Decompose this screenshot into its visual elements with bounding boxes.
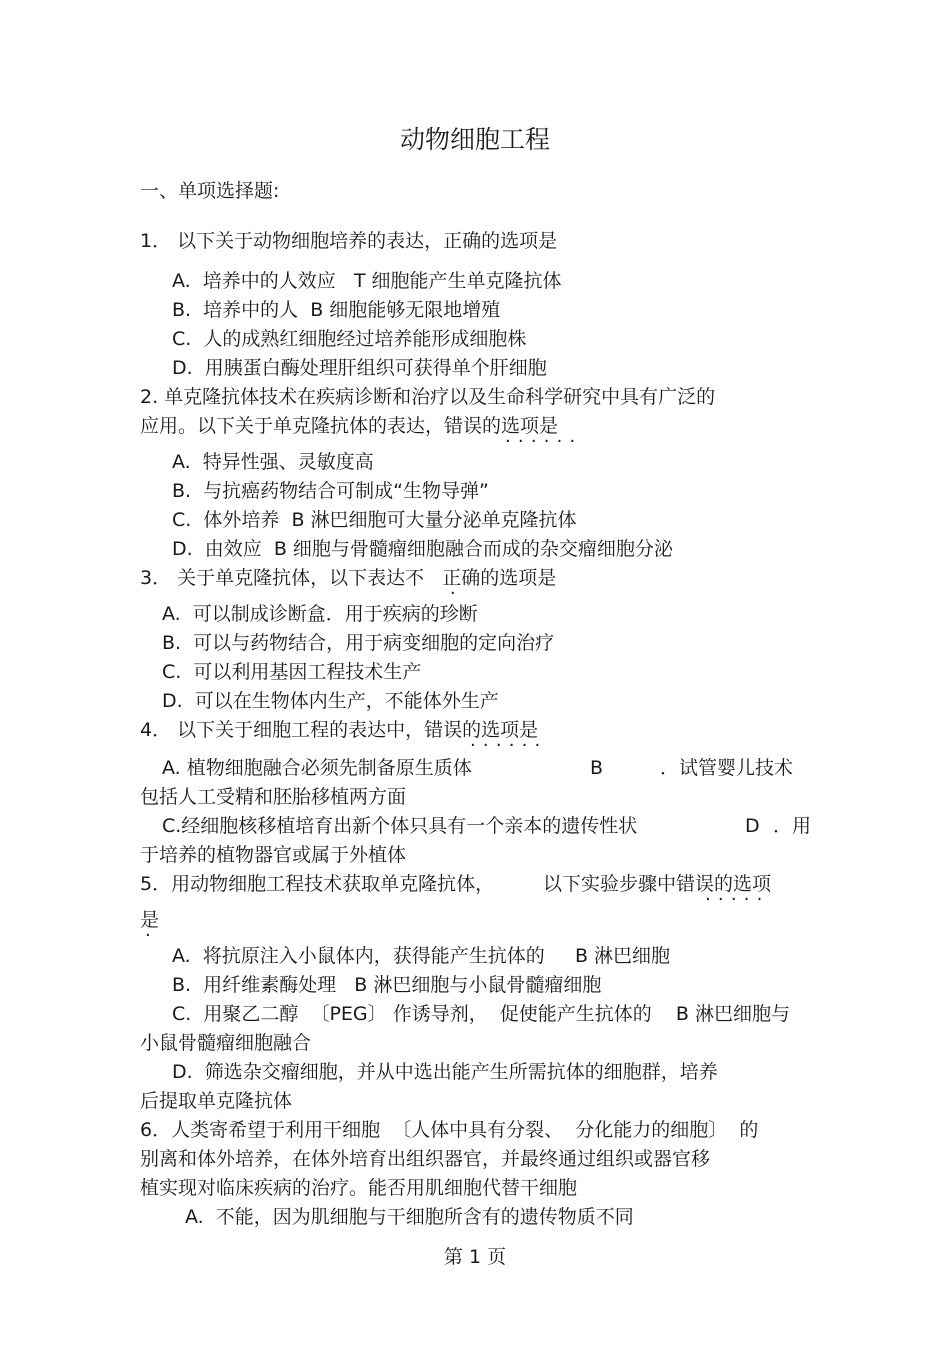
emphasis-dot: · xyxy=(145,925,151,946)
question-6-stem-line3: 植实现对临床疾病的治疗。能否用肌细胞代替干细胞 xyxy=(140,1177,578,1199)
q3-option-a: A. 可以制成诊断盒．用于疾病的珍断 xyxy=(162,603,478,625)
q4-option-d-letter: D xyxy=(745,815,760,837)
q5-option-c-line2: 小鼠骨髓瘤细胞融合 xyxy=(140,1032,312,1054)
emphasis-dots: · · · · · · xyxy=(505,431,576,452)
question-1-stem: 1． 以下关于动物细胞培养的表达，正确的选项是 xyxy=(140,230,558,252)
q1-option-a: A. 培养中的人效应 T 细胞能产生单克隆抗体 xyxy=(172,270,562,292)
q4-option-c: C.经细胞核移植培育出新个体只具有一个亲本的遗传性状 xyxy=(162,815,638,837)
q3-option-b: B. 可以与药物结合，用于病变细胞的定向治疗 xyxy=(162,632,555,654)
q5-option-d-line1: D. 筛选杂交瘤细胞，并从中选出能产生所需抗体的细胞群，培养 xyxy=(172,1061,718,1083)
q1-option-b: B. 培养中的人 B 细胞能够无限地增殖 xyxy=(172,299,501,321)
question-2-stem-line1: 2. 单克隆抗体技术在疾病诊断和治疗以及生命科学研究中具有广泛的 xyxy=(140,386,716,408)
q4-option-d-cont: 于培养的植物器官或属于外植体 xyxy=(140,844,407,866)
q4-option-a: A. 植物细胞融合必须先制备原生质体 xyxy=(162,757,472,779)
question-6-stem-line2: 别离和体外培养，在体外培育出组织器官，并最终通过组织或器官移 xyxy=(140,1148,711,1170)
emphasis-dots: · · · · · xyxy=(705,889,763,910)
question-6-stem-line1: 6．人类寄希望于利用干细胞 〔人体中具有分裂、 分化能力的细胞〕 的 xyxy=(140,1119,759,1141)
q3-option-c: C. 可以利用基因工程技术生产 xyxy=(162,661,422,683)
emphasis-dot: · xyxy=(450,583,456,604)
q5-option-b: B. 用纤维素酶处理 B 淋巴细胞与小鼠骨髓瘤细胞 xyxy=(172,974,602,996)
q4-option-d-text: ．用 xyxy=(773,815,812,837)
question-5-stem-a: 5．用动物细胞工程技术获取单克隆抗体， xyxy=(140,873,495,895)
q6-option-a: A. 不能，因为肌细胞与干细胞所含有的遗传物质不同 xyxy=(185,1206,634,1228)
page-title: 动物细胞工程 xyxy=(399,125,550,154)
question-5-stem-line2: 是 xyxy=(140,909,160,931)
q5-option-a: A. 将抗原注入小鼠体内，获得能产生抗体的 B 淋巴细胞 xyxy=(172,945,671,967)
q3-option-d: D. 可以在生物体内生产，不能体外生产 xyxy=(162,690,499,712)
q4-option-b-text: ．试管婴儿技术 xyxy=(660,757,794,779)
q5-option-c-line1: C. 用聚乙二醇 〔PEG〕 作诱导剂， 促使能产生抗体的 B 淋巴细胞与 xyxy=(172,1003,791,1025)
q4-option-b-letter: B xyxy=(590,757,604,779)
q1-option-c: C. 人的成熟红细胞经过培养能形成细胞株 xyxy=(172,328,527,350)
q2-option-c: C. 体外培养 B 淋巴细胞可大量分泌单克隆抗体 xyxy=(172,509,577,531)
q2-option-b: B. 与抗癌药物结合可制成“生物导弹” xyxy=(172,480,489,502)
emphasis-dots: · · · · · · xyxy=(470,735,541,756)
question-2-stem-line2: 应用。以下关于单克隆抗体的表达，错误的选项是 xyxy=(140,415,559,437)
q4-option-b-cont: 包括人工受精和胚胎移植两方面 xyxy=(140,786,407,808)
q2-option-d: D. 由效应 B 细胞与骨髓瘤细胞融合而成的杂交瘤细胞分泌 xyxy=(172,538,673,560)
page-number: 第 1 页 xyxy=(443,1246,507,1268)
section-heading: 一、单项选择题: xyxy=(140,180,280,202)
question-5-stem-b: 以下实验步骤中错误的选项 xyxy=(543,873,772,895)
q5-option-d-line2: 后提取单克隆抗体 xyxy=(140,1090,293,1112)
question-3-stem: 3． 关于单克隆抗体，以下表达不 正确的选项是 xyxy=(140,567,557,589)
q2-option-a: A. 特异性强、灵敏度高 xyxy=(172,451,374,473)
question-4-stem: 4． 以下关于细胞工程的表达中，错误的选项是 xyxy=(140,719,539,741)
q1-option-d: D. 用胰蛋白酶处理肝组织可获得单个肝细胞 xyxy=(172,357,547,379)
